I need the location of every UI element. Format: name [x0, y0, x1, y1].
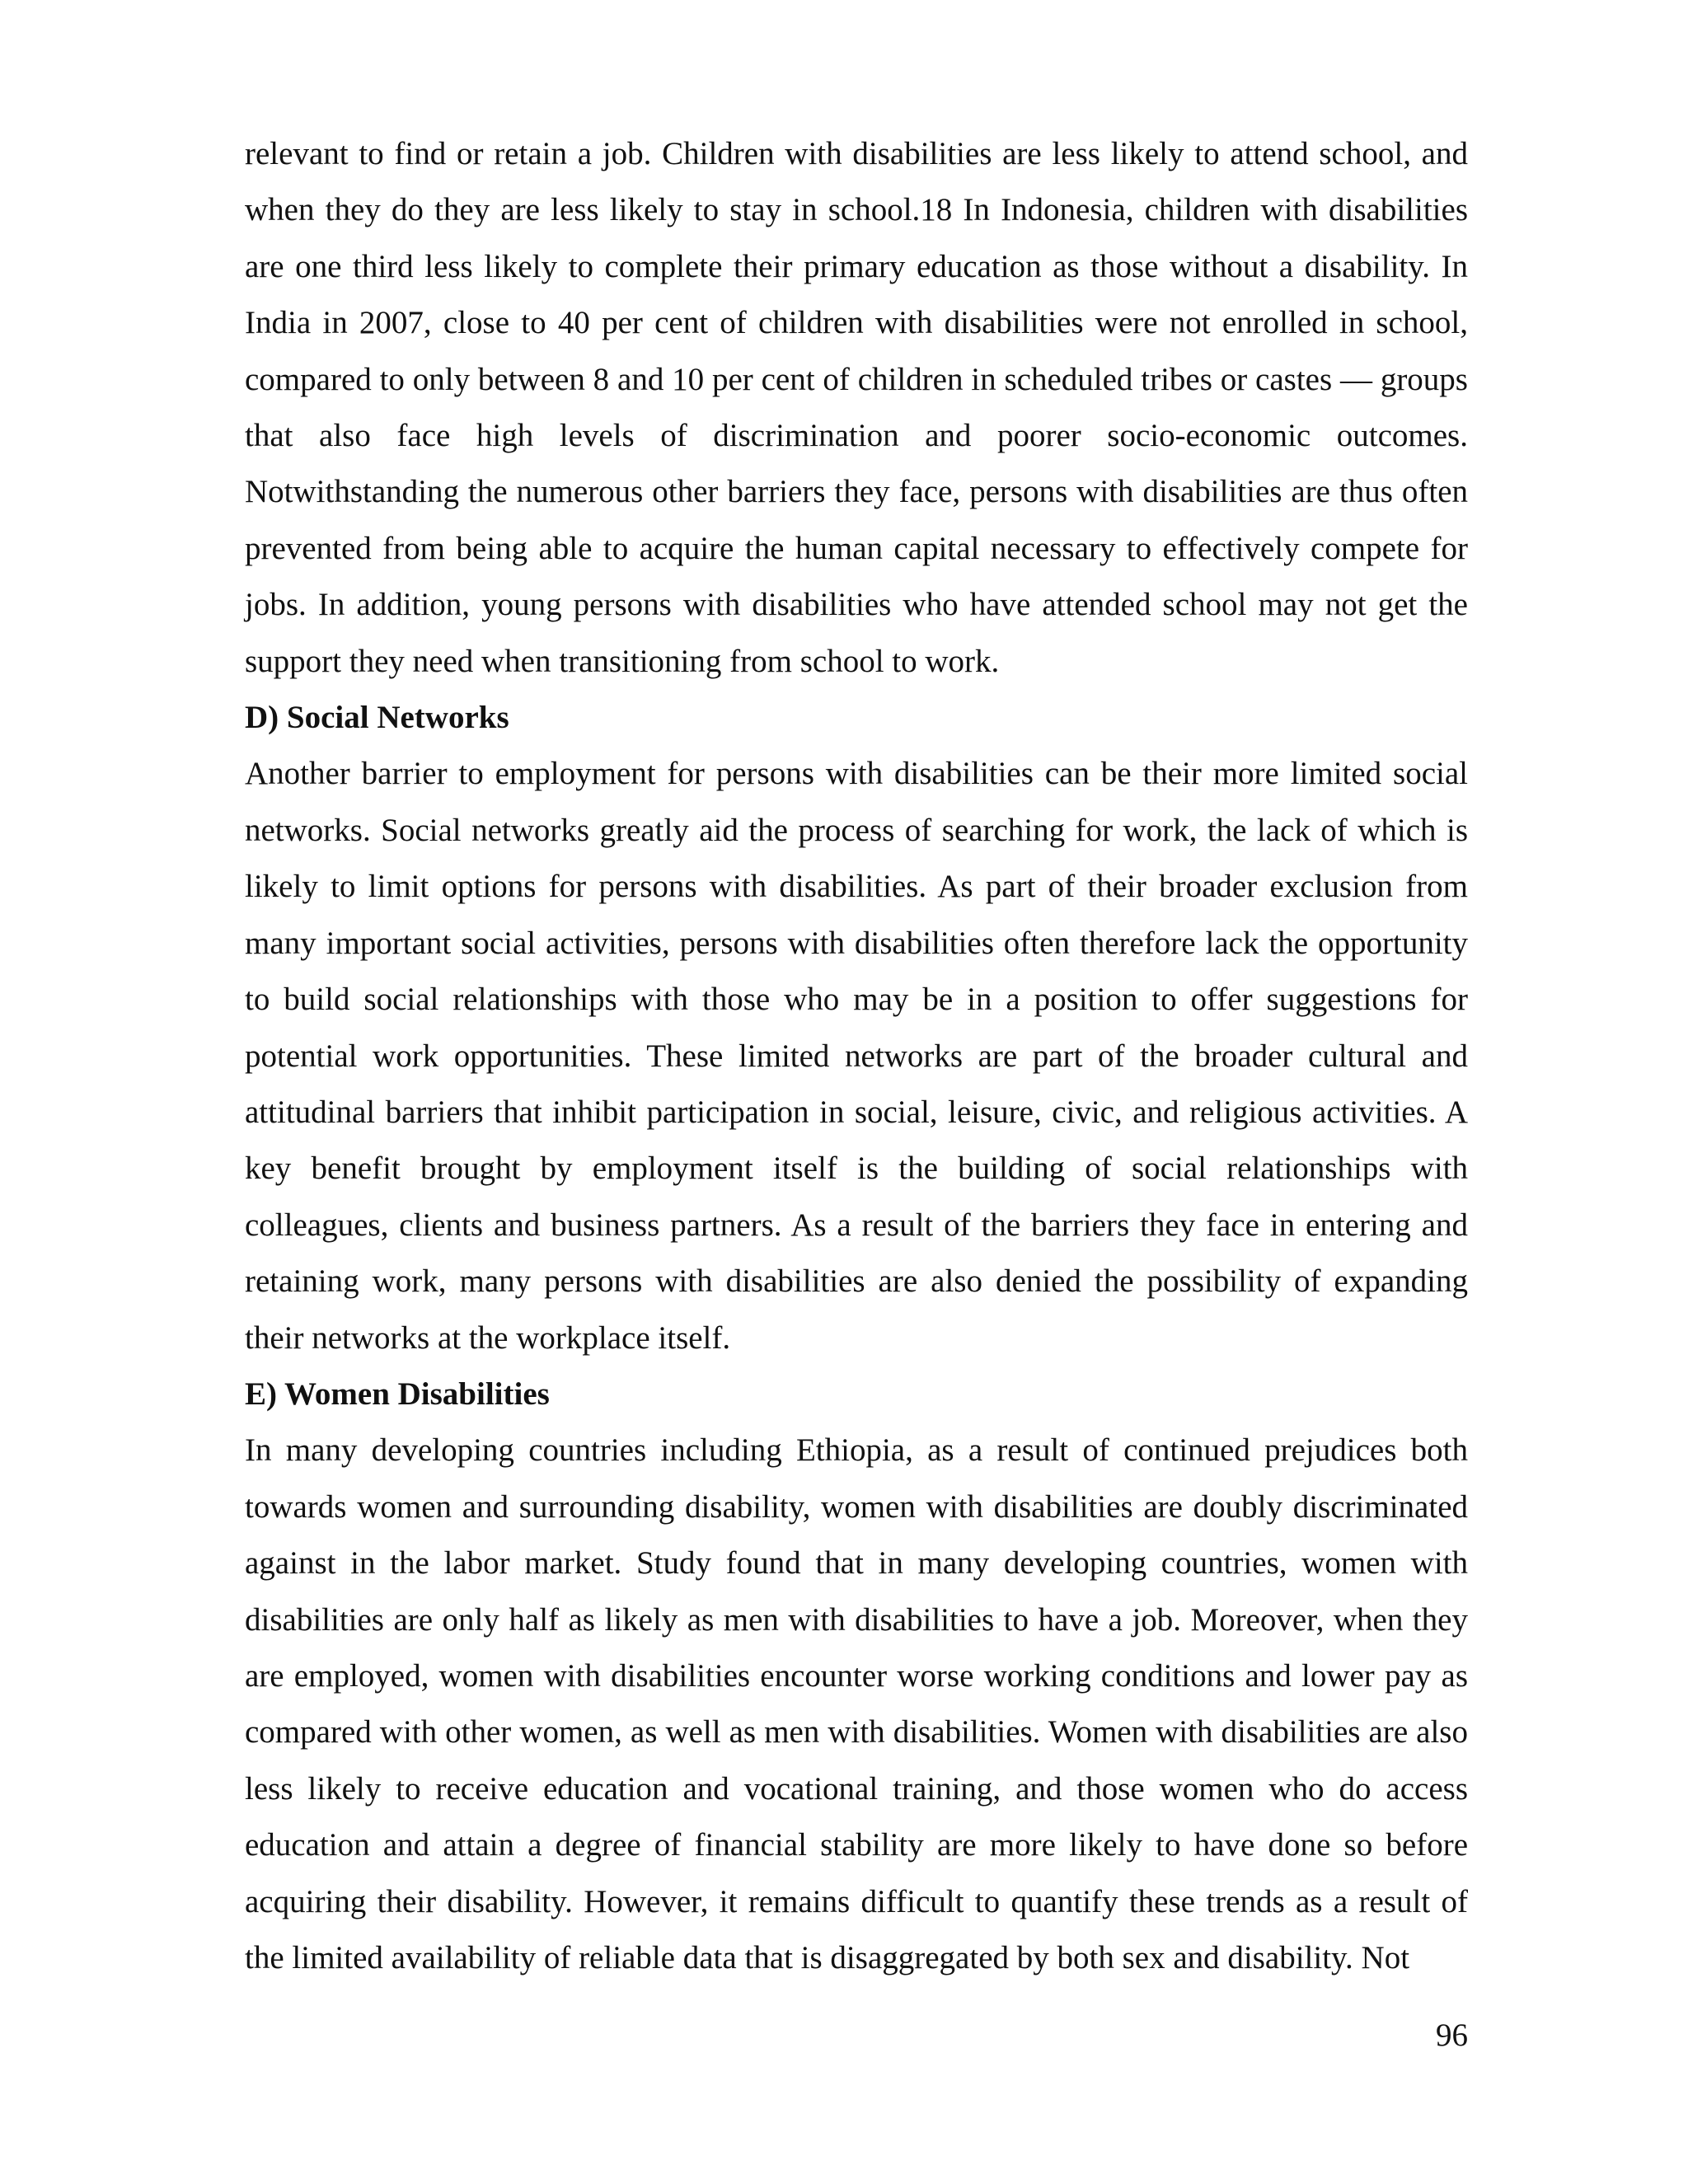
heading-social-networks: D) Social Networks: [245, 700, 509, 736]
paragraph-women-disabilities: In many developing countries including Ethiopia, as a result of continued prejudices both towards women and surrounding disability, women with disabilities are doubly discriminated against in the labor market. Study found that in many developing countries, women with disabilities are only half as likely as men with disabilities to have a job. Moreover, when they are employed, women with disabilities encounter worse working conditions and lower pay as compared with other women, as well as men with disabilities. Women with disabilities are also less likely to receive education and vocational training, and those women who do access education and attain a degree of financial stability are more likely to have done so before acquiring their disability. However, it remains difficult to quantify these trends as a result of the limited availability of reliable data that is disaggregated by both sex and disability. Not: [245, 1432, 1468, 1975]
page-body: [245, 126, 1468, 1986]
heading-women-disabilities: E) Women Disabilities: [245, 1376, 550, 1412]
paragraph-education-barriers: relevant to find or retain a job. Children with disabilities are less likely to attend school, and when they do they are less likely to stay in school.18 In Indonesia, children with disabilities are one third less likely to complete their primary education as those without a disability. In India in 2007, close to 40 per cent of children with disabilities were not enrolled in school, compared to only between 8 and 10 per cent of children in scheduled tribes or castes — groups that also face high levels of discrimination and poorer socio-economic outcomes. Notwithstanding the numerous other barriers they face, persons with disabilities are thus often prevented from being able to acquire the human capital necessary to effectively compete for jobs. In addition, young persons with disabilities who have attended school may not get the support they need when transitioning from school to work.: [245, 136, 1468, 679]
page-number: 96: [1436, 2018, 1468, 2053]
paragraph-social-networks: Another barrier to employment for persons with disabilities can be their more limited social networks. Social networks greatly aid the process of searching for work, the lack of which is likely to limit options for persons with disabilities. As part of their broader exclusion from many important social activities, persons with disabilities often therefore lack the opportunity to build social relationships with those who may be in a position to offer suggestions for potential work opportunities. These limited networks are part of the broader cultural and attitudinal barriers that inhibit participation in social, leisure, civic, and religious activities. A key benefit brought by employment itself is the building of social relationships with colleagues, clients and business partners. As a result of the barriers they face in entering and retaining work, many persons with disabilities are also denied the possibility of expanding their networks at the workplace itself.: [245, 756, 1468, 1356]
